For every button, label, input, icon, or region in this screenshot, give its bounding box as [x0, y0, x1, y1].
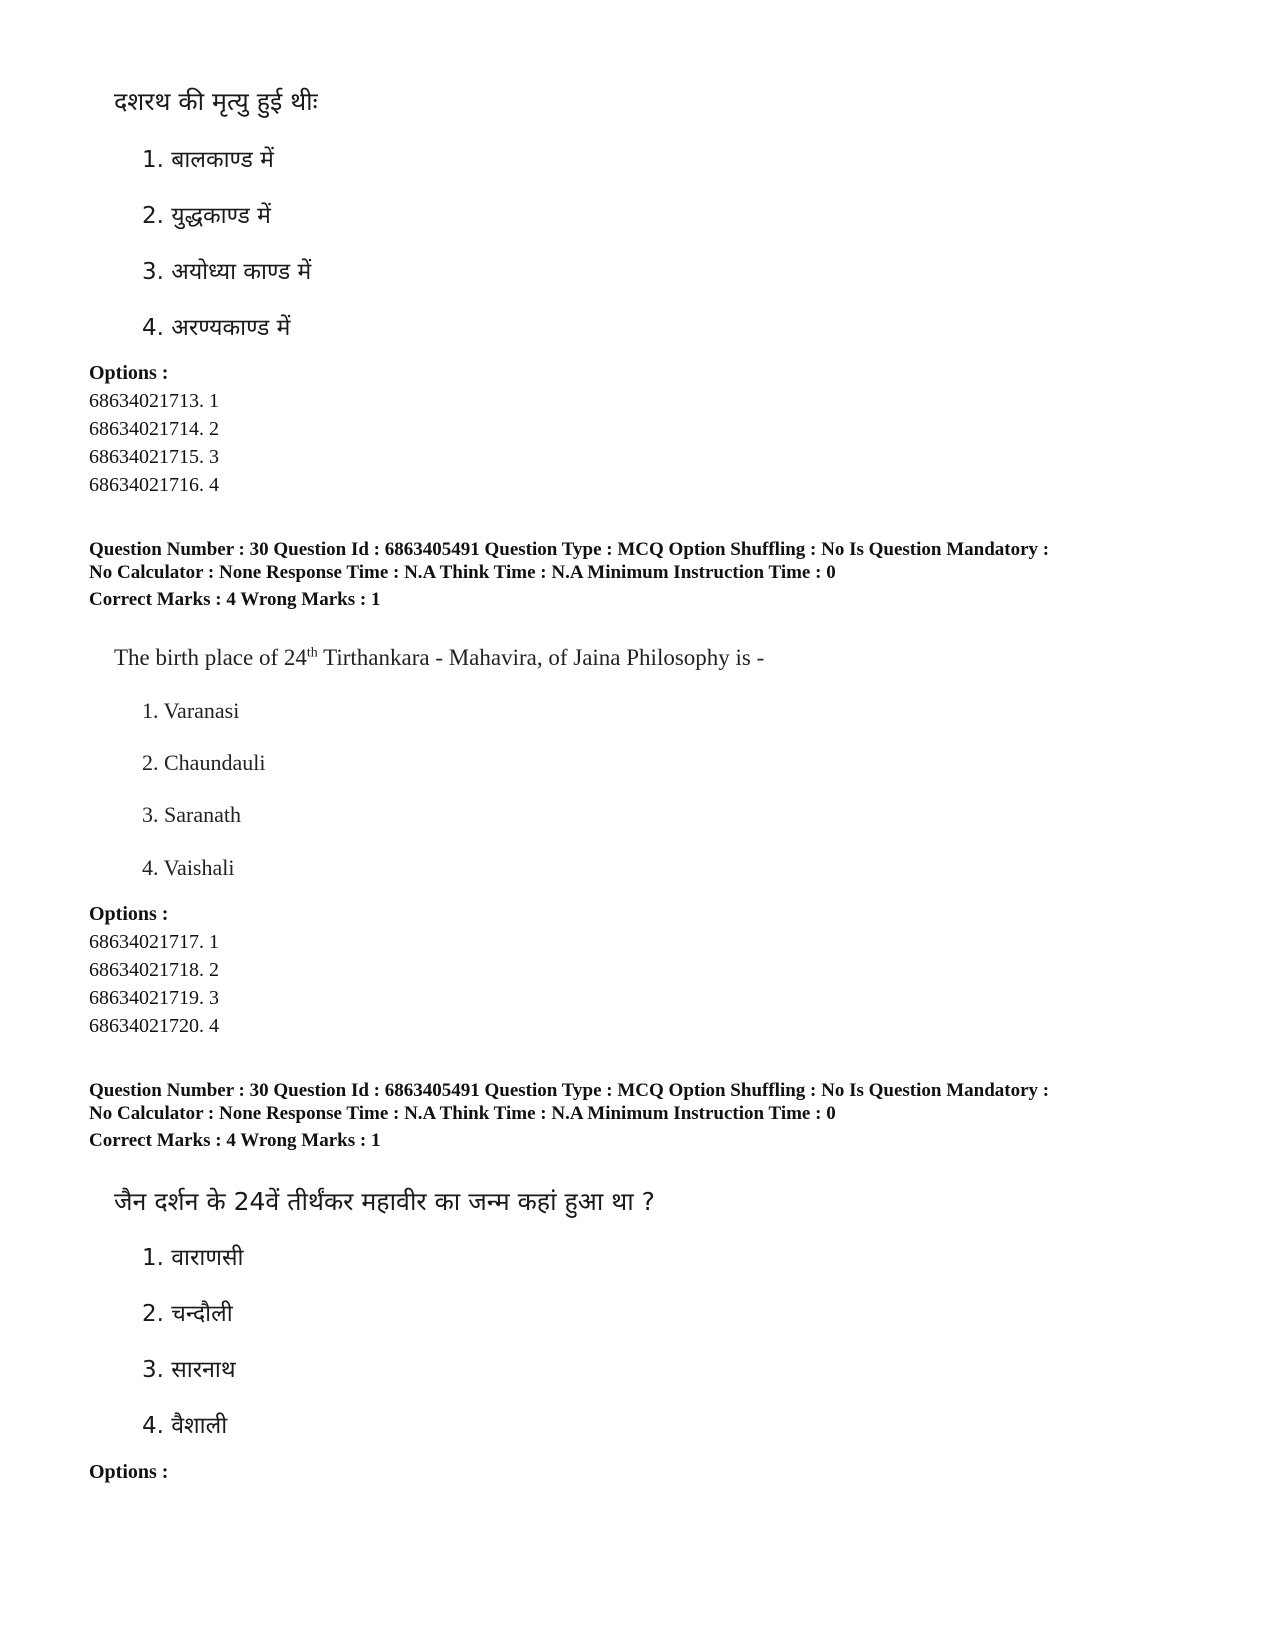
option-id: 68634021720. 4: [89, 1015, 219, 1037]
option-id: 68634021717. 1: [89, 931, 219, 953]
choice-2: 2. चन्दौली: [142, 1301, 233, 1327]
option-id: 68634021716. 4: [89, 474, 219, 496]
options-label: Options :: [89, 1461, 169, 1483]
choice-2: 2. Chaundauli: [142, 750, 266, 775]
option-id: 68634021719. 3: [89, 987, 219, 1009]
choice-3: 3. अयोध्या काण्ड में: [142, 259, 312, 285]
option-id: 68634021718. 2: [89, 959, 219, 981]
option-id: 68634021714. 2: [89, 418, 219, 440]
question-text-hindi: जैन दर्शन के 24वें तीर्थंकर महावीर का जन्म कहां हुआ था ?: [114, 1187, 655, 1216]
choice-1: 1. बालकाण्ड में: [142, 147, 274, 173]
options-label: Options :: [89, 903, 169, 925]
choice-4: 4. वैशाली: [142, 1413, 228, 1439]
question-text-superscript: th: [306, 645, 318, 661]
choice-3: 3. Saranath: [142, 802, 241, 827]
option-id: 68634021715. 3: [89, 446, 219, 468]
choice-2: 2. युद्धकाण्ड में: [142, 203, 271, 229]
choice-3: 3. सारनाथ: [142, 1357, 236, 1383]
question-text-pre: The birth place of 24: [114, 645, 307, 670]
option-id: 68634021713. 1: [89, 390, 219, 412]
choice-1: 1. Varanasi: [142, 698, 240, 723]
question-text-english: [114, 645, 764, 671]
question-text-post: Tirthankara - Mahavira, of Jaina Philosophy is -: [317, 645, 765, 670]
question-meta-line1: Question Number : 30 Question Id : 6863405491 Question Type : MCQ Option Shuffling : No Is Question Mandatory :: [89, 539, 1050, 560]
question-meta-line1: Question Number : 30 Question Id : 6863405491 Question Type : MCQ Option Shuffling : No Is Question Mandatory :: [89, 1080, 1050, 1101]
choice-1: 1. वाराणसी: [142, 1245, 244, 1271]
question-text-hindi: दशरथ की मृत्यु हुई थीः: [114, 87, 318, 116]
marks-line: Correct Marks : 4 Wrong Marks : 1: [89, 589, 381, 610]
options-label: Options :: [89, 362, 169, 384]
question-meta-line2: No Calculator : None Response Time : N.A Think Time : N.A Minimum Instruction Time : 0: [89, 1103, 836, 1124]
choice-4: 4. अरण्यकाण्ड में: [142, 315, 291, 341]
choice-4: 4. Vaishali: [142, 855, 235, 880]
question-meta-line2: No Calculator : None Response Time : N.A Think Time : N.A Minimum Instruction Time : 0: [89, 562, 836, 583]
marks-line: Correct Marks : 4 Wrong Marks : 1: [89, 1130, 381, 1151]
